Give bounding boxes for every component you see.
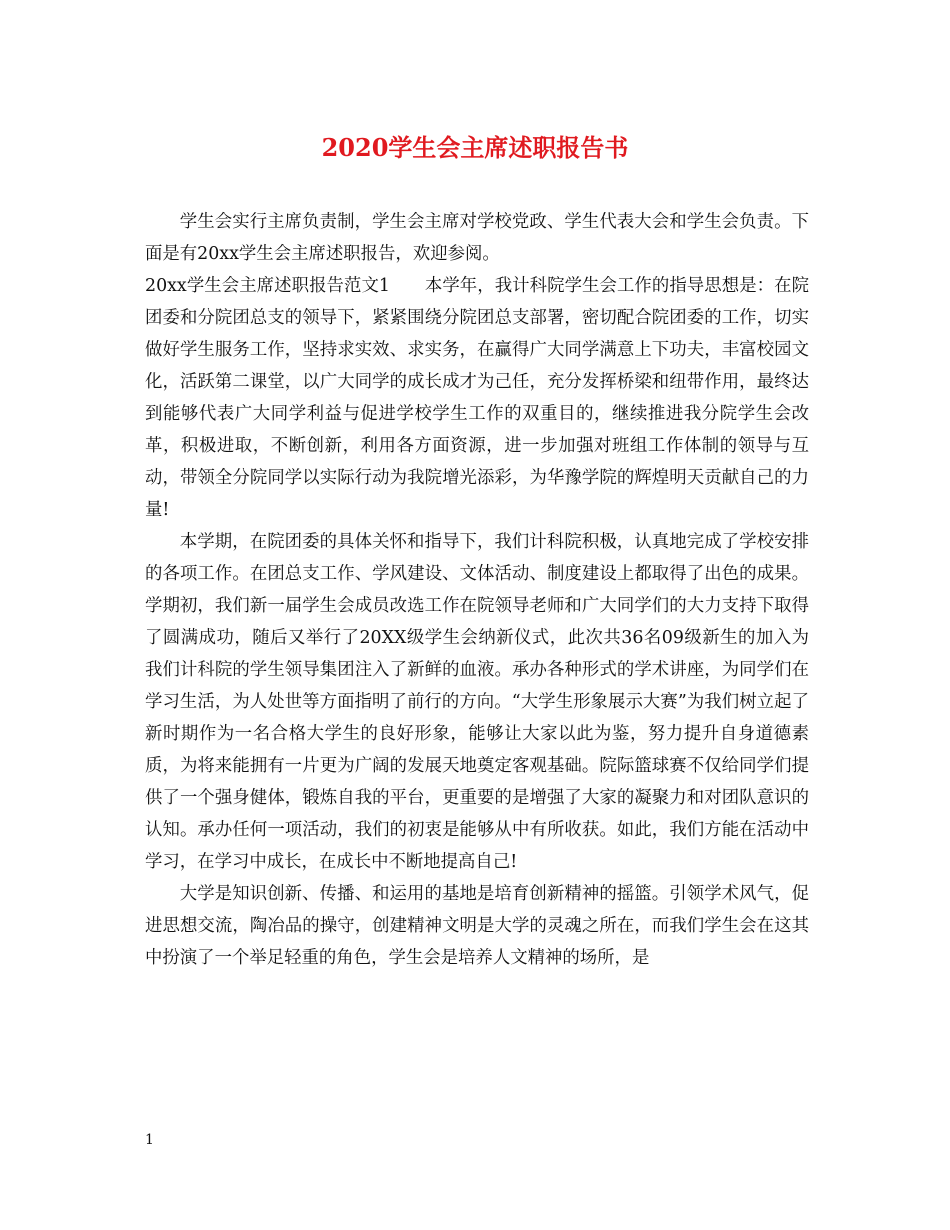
body-paragraph-3: 大学是知识创新、传播、和运用的基地是培育创新精神的摇篮。引领学术风气，促进思想交流，陶冶品的操守，创建精神文明是大学的灵魂之所在，而我们学生会在这其中扮演了一个举足轻重的角色，学生会是培养人文精神的场所，是: [145, 884, 809, 968]
body-paragraph-2: 本学期，在院团委的具体关怀和指导下，我们计科院积极，认真地完成了学校安排的各项工作。在团总支工作、学风建设、文体活动、制度建设上都取得了出色的成果。学期初，我们新一届学生会成员改选工作在院领导老师和广大同学们的大力支持下取得了圆满成功，随后又举行了20XX级学生会纳新仪式，此次共36名09级新生的加入为我们计科院的学生领导集团注入了新鲜的血液。承办各种形式的学术讲座，为同学们在学习生活，为人处世等方面指明了前行的方向。“大学生形象展示大赛”为我们树立起了新时期作为一名合格大学生的良好形象，能够让大家以此为鉴，努力提升自身道德素质，为将来能拥有一片更为广阔的发展天地奠定客观基础。院际篮球赛不仅给同学们提供了一个强身健体，锻炼自我的平台，更重要的是增强了大家的凝聚力和对团队意识的认知。承办任何一项活动，我们的初衷是能够从中有所收获。如此，我们方能在活动中学习，在学习中成长，在成长中不断地提高自己!: [145, 532, 809, 872]
section-heading: 20xx学生会主席述职报告范文1: [145, 276, 390, 296]
page-number: 1: [145, 1132, 154, 1148]
document-title: 2020学生会主席述职报告书: [321, 133, 629, 162]
document-body: [145, 206, 809, 974]
intro-paragraph: 学生会实行主席负责制，学生会主席对学校党政、学生代表大会和学生会负责。下面是有20xx学生会主席述职报告，欢迎参阅。: [145, 212, 809, 264]
section-paragraph: [145, 270, 809, 526]
section-first-paragraph: 本学年，我计科院学生会工作的指导思想是：在院团委和分院团总支的领导下，紧紧围绕分院团总支部署，密切配合院团委的工作，切实做好学生服务工作，坚持求实效、求实务，在赢得广大同学满意上下功夫，丰富校园文化，活跃第二课堂，以广大同学的成长成才为己任，充分发挥桥梁和纽带作用，最终达到能够代表广大同学利益与促进学校学生工作的双重目的，继续推进我分院学生会改革，积极进取，不断创新，利用各方面资源，进一步加强对班组工作体制的领导与互动，带领全分院同学以实际行动为我院增光添彩，为华豫学院的辉煌明天贡献自己的力量!: [145, 276, 809, 520]
